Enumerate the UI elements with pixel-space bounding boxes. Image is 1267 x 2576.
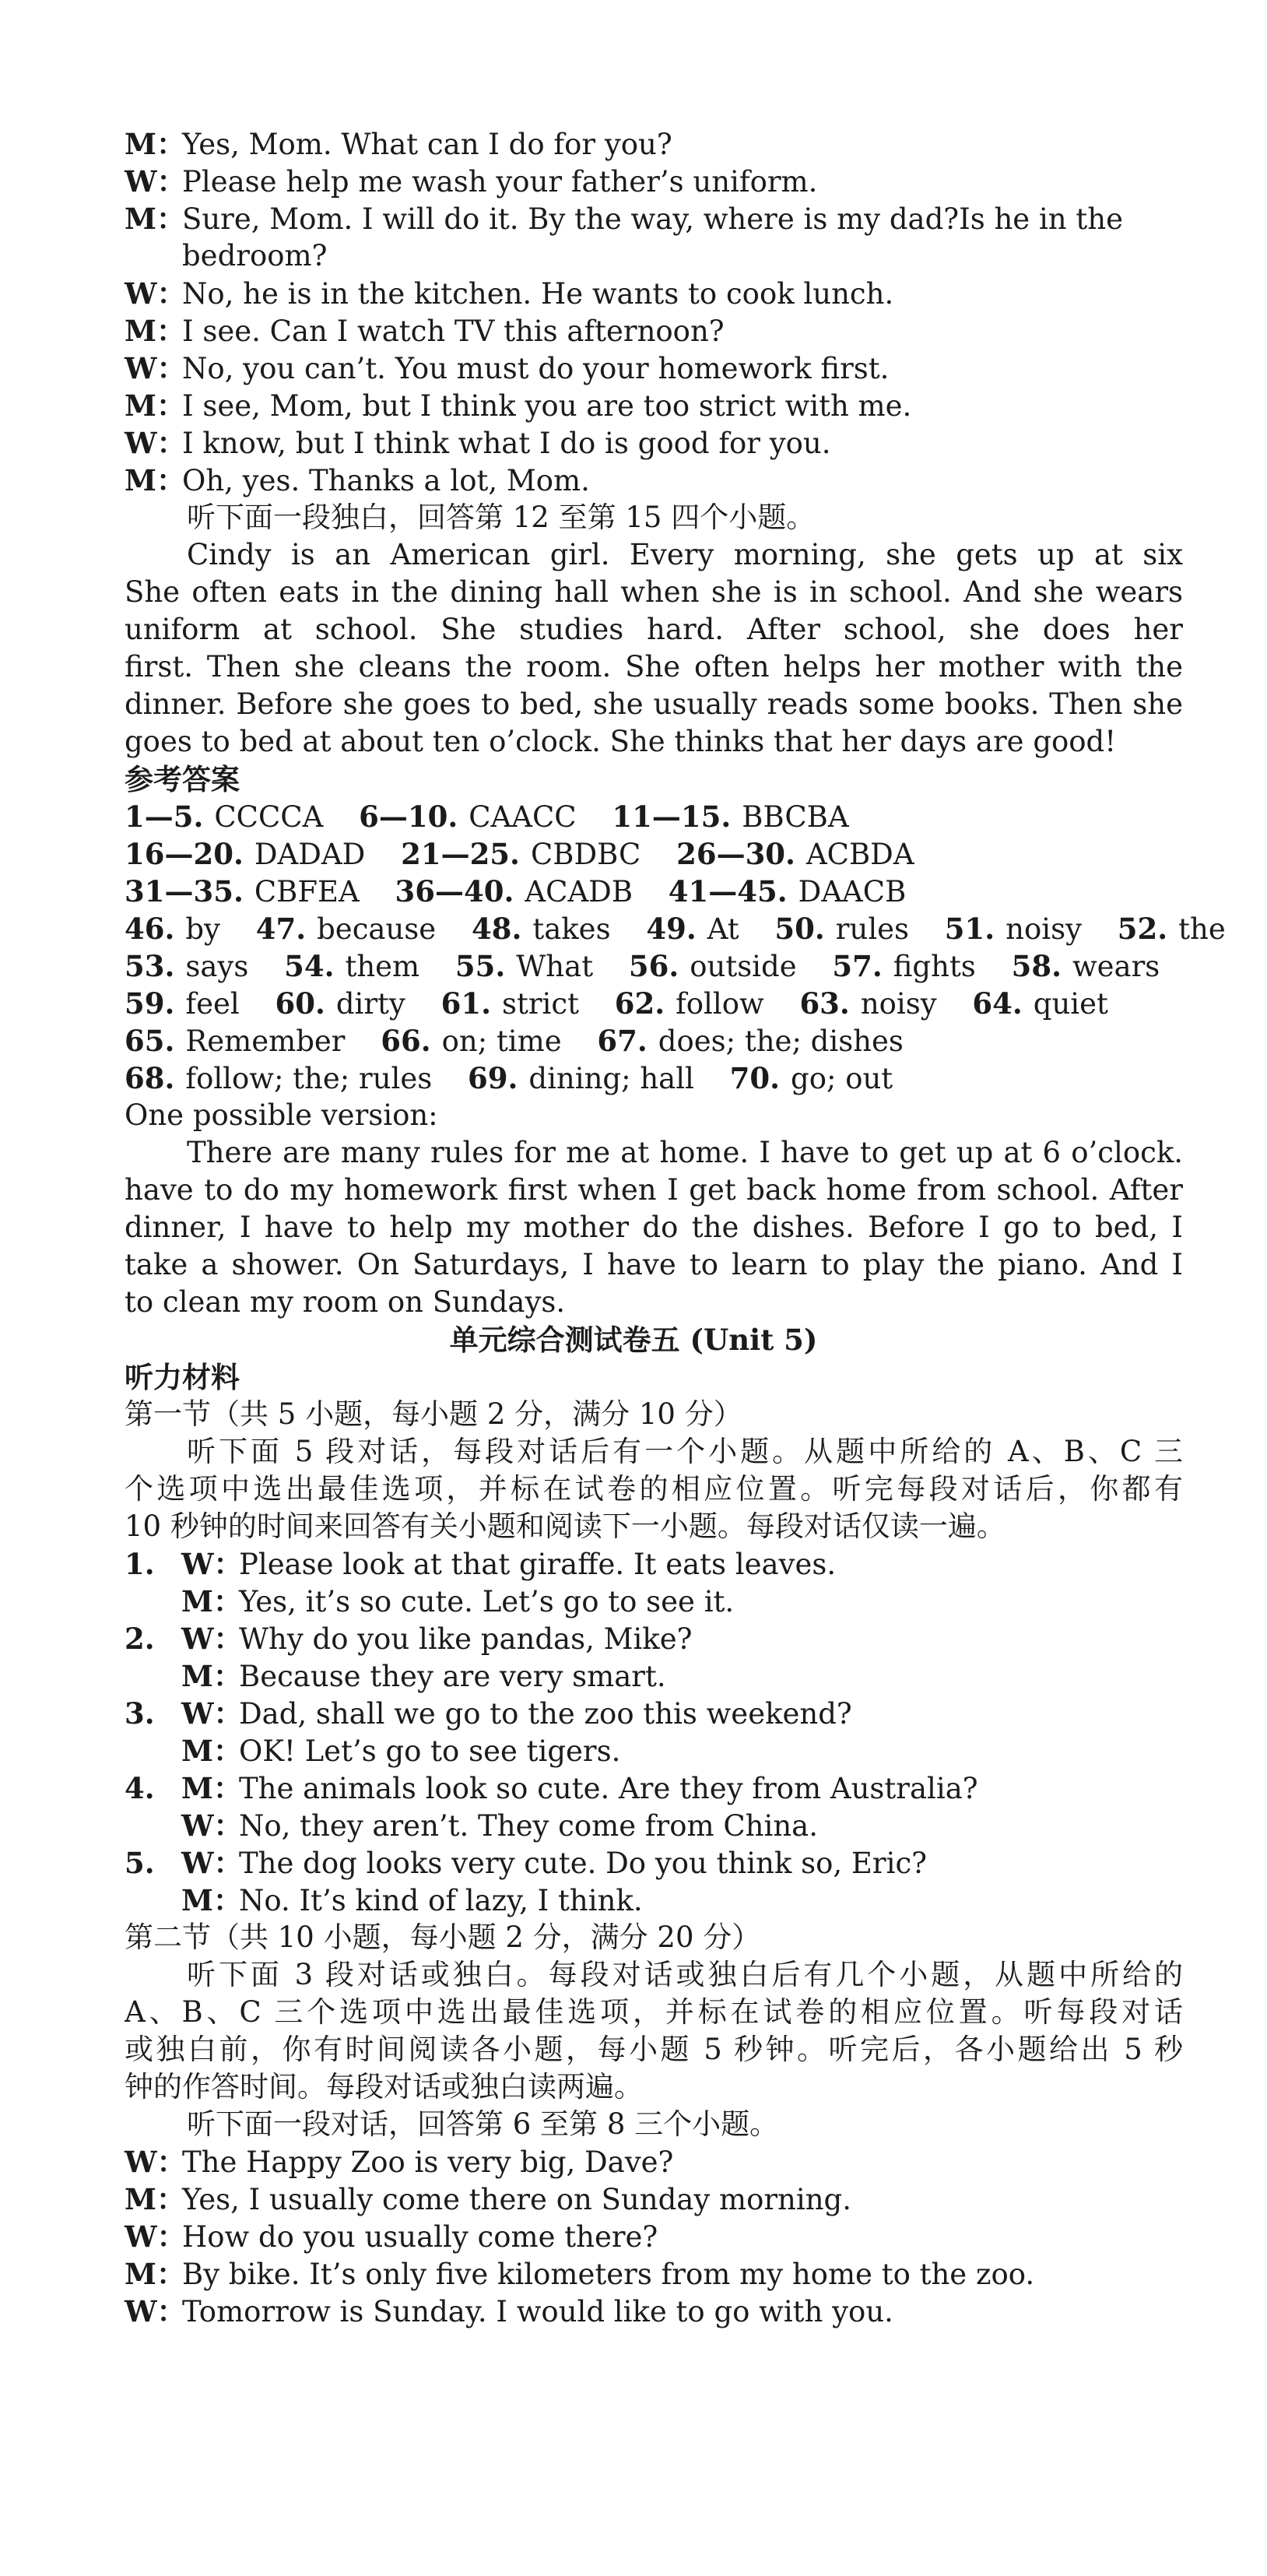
monologue-line: goes to bed at about ten o’clock. She thinks that her days are good! [125, 725, 1117, 758]
answer-row: 65. Remember 66. on; time 67. does; the; dishes [125, 1024, 904, 1058]
monologue-line: Cindy is an American girl. Every morning, she gets up at six [187, 538, 1183, 571]
answer-row: 1—5. CCCCA 6—10. CAACC 11—15. BBCBA [125, 800, 849, 834]
dialogue-line: M：I see. Can I watch TV this afternoon? [125, 314, 725, 348]
essay-line: take a shower. On Saturdays, I have to learn to play the piano. And I [125, 1248, 1183, 1281]
unit-title: 单元综合测试卷五 (Unit 5) [449, 1323, 818, 1357]
version-label: One possible version: [125, 1098, 438, 1132]
answers-title: 参考答案 [125, 762, 240, 796]
essay-line: to clean my room on Sundays. [125, 1285, 566, 1319]
answer-row: 59. feel 60. dirty 61. strict 62. follow 63. noisy 64. quiet [125, 986, 1108, 1021]
dialogue2-intro: 听下面一段对话，回答第 6 至第 8 三个小题。 [187, 2107, 779, 2141]
section2-title: 第二节（共 10 小题，每小题 2 分，满分 20 分） [125, 1921, 761, 1954]
question-line: 2. W：Why do you like pandas, Mike? [125, 1622, 693, 1656]
dialogue-line: M：Yes, I usually come there on Sunday morning. [125, 2182, 851, 2216]
dialogue-line: W：Tomorrow is Sunday. I would like to go with you. [125, 2294, 893, 2328]
section2-instruction: 听下面 3 段对话或独白。每段对话或独白后有几个小题，从题中所给的 [187, 1958, 1183, 1991]
question-line: M：Yes, it’s so cute. Let’s go to see it. [181, 1584, 735, 1618]
listening-title: 听力材料 [125, 1360, 240, 1394]
dialogue-line: W：Please help me wash your father’s uniform. [125, 164, 818, 199]
answer-row: 68. follow; the; rules 69. dining; hall 70. go; out [125, 1061, 893, 1095]
question-line: 1. W：Please look at that giraffe. It eats leaves. [125, 1547, 837, 1581]
dialogue-line: W：No, he is in the kitchen. He wants to cook lunch. [125, 276, 894, 311]
monologue-line: uniform at school. She studies hard. After school, she does her [125, 613, 1183, 646]
answer-row: 31—35. CBFEA 36—40. ACADB 41—45. DAACB [125, 874, 907, 908]
dialogue-line: W：How do you usually come there? [125, 2219, 658, 2254]
question-line: M：OK! Let’s go to see tigers. [181, 1734, 621, 1768]
dialogue-line: W：I know, but I think what I do is good for you. [125, 426, 831, 460]
dialogue-line: W：No, you can’t. You must do your homework first. [125, 351, 890, 385]
dialogue-line: W：The Happy Zoo is very big, Dave? [125, 2145, 674, 2179]
section1-instruction: 个选项中选出最佳选项，并标在试卷的相应位置。听完每段对话后，你都有 [125, 1472, 1183, 1506]
question-line: M：No. It’s kind of lazy, I think. [181, 1883, 643, 1917]
answer-row: 16—20. DADAD 21—25. CBDBC 26—30. ACBDA [125, 837, 914, 871]
section2-instruction: A、B、C 三个选项中选出最佳选项，并标在试卷的相应位置。听每段对话 [125, 1995, 1183, 2029]
monologue-line: first. Then she cleans the room. She often helps her mother with the [125, 650, 1183, 684]
question-line: W：No, they aren’t. They come from China. [181, 1808, 818, 1843]
section1-title: 第一节（共 5 小题，每小题 2 分，满分 10 分） [125, 1397, 742, 1431]
dialogue-line: M：Yes, Mom. What can I do for you? [125, 127, 672, 161]
monologue-line: dinner. Before she goes to bed, she usually reads some books. Then she [125, 687, 1183, 721]
section2-instruction: 钟的作答时间。每段对话或独白读两遍。 [125, 2070, 643, 2103]
dialogue-line: M：Sure, Mom. I will do it. By the way, where is my dad?Is he in the [125, 202, 1123, 236]
question-line: M：Because they are very smart. [181, 1659, 666, 1693]
dialogue-line: M：Oh, yes. Thanks a lot, Mom. [125, 463, 590, 497]
essay-line: dinner, I have to help my mother do the dishes. Before I go to bed, I [125, 1211, 1183, 1244]
answer-row: 53. says 54. them 55. What 56. outside 57. fights 58. wears [125, 949, 1160, 983]
essay-line: There are many rules for me at home. I have to get up at 6 o’clock. [187, 1136, 1183, 1169]
essay-line: have to do my homework first when I get back home from school. After [125, 1173, 1183, 1207]
question-line: 3. W：Dad, shall we go to the zoo this weekend? [125, 1696, 852, 1731]
section2-instruction: 或独白前，你有时间阅读各小题，每小题 5 秒钟。听完后，各小题给出 5 秒 [125, 2033, 1183, 2066]
question-line: 5. W：The dog looks very cute. Do you think so, Eric? [125, 1846, 928, 1880]
dialogue-line: M：By bike. It’s only five kilometers from my home to the zoo. [125, 2257, 1035, 2291]
monologue-line: She often eats in the dining hall when she is in school. And she wears [125, 575, 1183, 609]
answer-row: 46. by 47. because 48. takes 49. At 50. rules 51. noisy 52. the [125, 912, 1226, 946]
monologue-intro: 听下面一段独白，回答第 12 至第 15 四个小题。 [187, 501, 816, 534]
section1-instruction: 听下面 5 段对话，每段对话后有一个小题。从题中所给的 A、B、C 三 [187, 1435, 1183, 1468]
section1-instruction: 10 秒钟的时间来回答有关小题和阅读下一小题。每段对话仅读一遍。 [125, 1509, 1006, 1543]
dialogue-line-continued: bedroom? [182, 239, 328, 272]
question-line: 4. M：The animals look so cute. Are they from Australia? [125, 1771, 978, 1805]
dialogue-line: M：I see, Mom, but I think you are too strict with me. [125, 388, 912, 423]
